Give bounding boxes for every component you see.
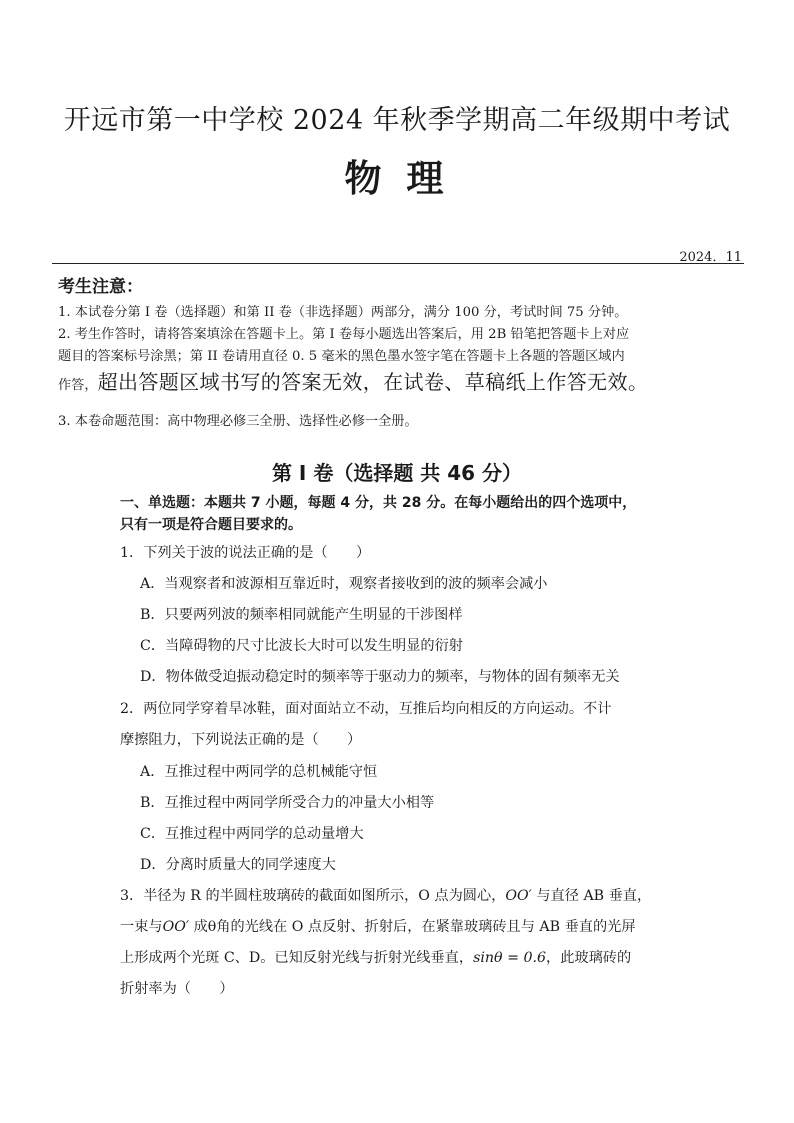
question-2-stem-line-1: 2．两位同学穿着旱冰鞋，面对面站立不动，互推后均向相反的方向运动。不计 xyxy=(120,701,612,717)
notice-heading: 考生注意： xyxy=(58,277,143,297)
notice-emphasis-text: 超出答题区域书写的答案无效，在试卷、草稿纸上作答无效。 xyxy=(97,370,649,394)
question-1-option-b: B．只要两列波的频率相同就能产生明显的干涉图样 xyxy=(140,607,463,623)
section-intro-line-2: 只有一项是符合题目要求的。 xyxy=(120,517,302,533)
question-2-option-c: C．互推过程中两同学的总动量增大 xyxy=(140,826,364,842)
exam-title: 开远市第一中学校 2024 年秋季学期高二年级期中考试 xyxy=(63,105,731,136)
notice-item-2-line-3-prefix: 作答， xyxy=(58,378,98,393)
subject-title: 物 理 xyxy=(344,157,450,200)
question-3-symbol: OO′ xyxy=(162,919,190,935)
header-divider xyxy=(52,263,744,264)
notice-item-3: 3. 本卷命题范围：高中物理必修三全册、选择性必修一全册。 xyxy=(58,414,418,429)
question-2-stem-line-2: 摩擦阻力，下列说法正确的是（ ） xyxy=(120,732,362,748)
notice-item-2-line-1: 2. 考生作答时，请将答案填涂在答题卡上。第 I 卷每小题选出答案后，用 2B 铅笔把答题卡上对应 xyxy=(58,327,630,342)
question-1-stem: 1．下列关于波的说法正确的是（ ） xyxy=(120,545,371,561)
question-3-stem-line-3 xyxy=(120,947,680,967)
exam-date: 2024．11 xyxy=(679,250,742,265)
notice-item-1: 1. 本试卷分第 I 卷（选择题）和第 II 卷（非选择题）两部分，满分 100 分，考试时间 75 分钟。 xyxy=(58,305,628,320)
question-1-option-d: D．物体做受迫振动稳定时的频率等于驱动力的频率，与物体的固有频率无关 xyxy=(140,669,620,685)
question-3-formula: sinθ = 0.6 xyxy=(473,950,547,966)
question-3-text: 上形成两个光斑 C、D。已知反射光线与折射光线垂直， xyxy=(120,950,474,966)
question-2-option-a: A．互推过程中两同学的总机械能守恒 xyxy=(140,764,378,780)
notice-item-2-line-2: 题目的答案标号涂黑；第 II 卷请用直径 0. 5 毫米的黑色墨水签字笔在答题卡上各题的答题区域内 xyxy=(58,349,625,364)
question-3-text: 成θ角的光线在 O 点反射、折射后，在紧靠玻璃砖且与 AB 垂直的光屏 xyxy=(189,919,636,935)
question-3-stem-line-4: 折射率为（ ） xyxy=(120,981,234,997)
question-2-option-d: D．分离时质量大的同学速度大 xyxy=(140,857,336,873)
question-3-text: 一束与 xyxy=(120,919,163,935)
question-3-text: 与直径 AB 垂直， xyxy=(531,888,652,904)
question-2-option-b: B．互推过程中两同学所受合力的冲量大小相等 xyxy=(140,795,435,811)
section-intro-line-1: 一、单选题：本题共 7 小题，每题 4 分，共 28 分。在每小题给出的四个选项中， xyxy=(120,495,637,511)
question-3-text: ，此玻璃砖的 xyxy=(546,950,632,966)
question-3-stem-line-2 xyxy=(120,916,680,936)
notice-item-2-line-3 xyxy=(58,371,748,397)
question-3-text: 3．半径为 R 的半圆柱玻璃砖的截面如图所示，O 点为圆心， xyxy=(120,888,506,904)
question-1-option-a: A．当观察者和波源相互靠近时，观察者接收到的波的频率会减小 xyxy=(140,576,548,592)
question-1-option-c: C．当障碍物的尺寸比波长大时可以发生明显的衍射 xyxy=(140,638,463,654)
question-3-stem-line-1 xyxy=(120,885,680,905)
section-title: 第 I 卷（选择题 共 46 分） xyxy=(271,461,523,485)
question-3-symbol: OO′ xyxy=(505,888,532,904)
